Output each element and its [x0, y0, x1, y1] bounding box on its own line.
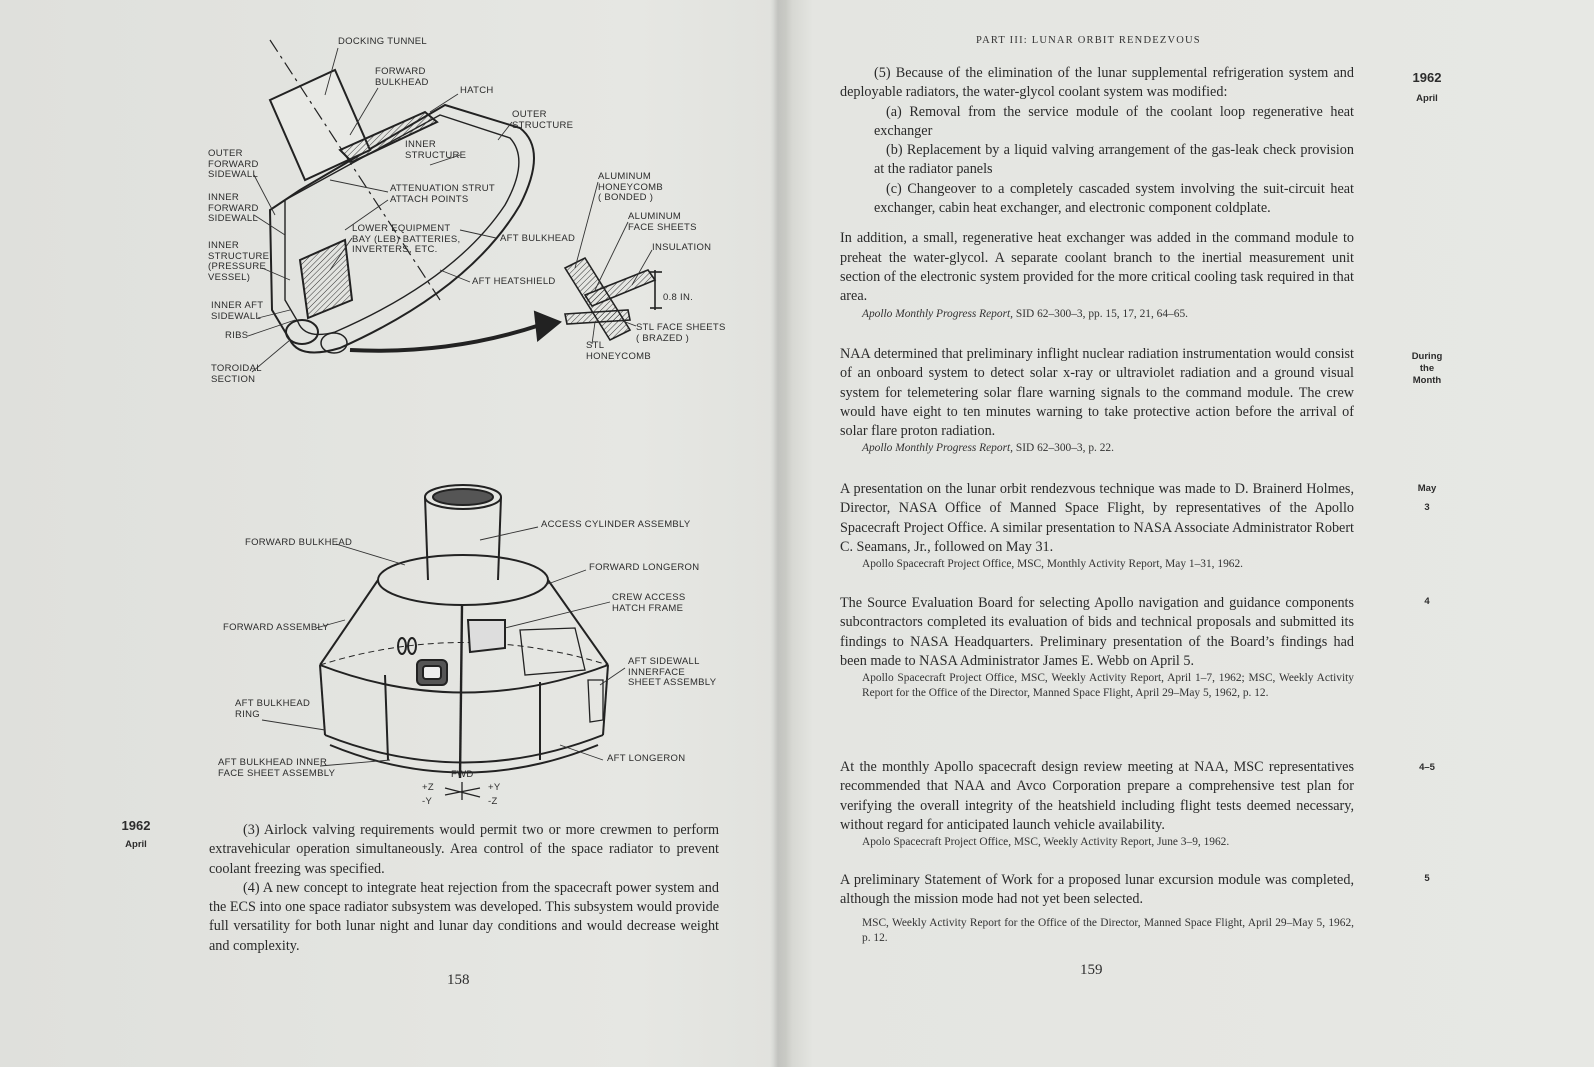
label-aft-bulkhead-inner-face: AFT BULKHEAD INNER FACE SHEET ASSEMBLY	[218, 757, 336, 779]
label-stl-face-sheets: STL FACE SHEETS ( BRAZED )	[636, 322, 726, 344]
margin-day-4-5: 4–5	[1419, 762, 1435, 773]
label-outer-forward-sidewall: OUTER FORWARD SIDEWALL	[208, 148, 259, 180]
label-leb: LOWER EQUIPMENT BAY (LEB) BATTERIES, INVERTERS, ETC.	[352, 223, 461, 255]
right-page	[784, 0, 1594, 1067]
label-aft-longeron: AFT LONGERON	[607, 753, 686, 764]
entry1-item-a: (a) Removal from the service module of the coolant loop regenerative heat exchanger	[874, 103, 1354, 139]
entry2-citation-rest: SID 62–300–3, p. 22.	[1013, 442, 1114, 455]
label-inner-structure-pressure-vessel: INNER STRUCTURE (PRESSURE VESSEL)	[208, 240, 270, 283]
entry1-item-b: (b) Replacement by a liquid valving arrangement of the gas-leak check provision at the radiator panels	[874, 142, 1354, 178]
label-inner-structure: INNER STRUCTURE	[405, 139, 467, 161]
label-dimension: 0.8 IN.	[663, 292, 694, 303]
entry1-citation-title: Apollo Monthly Progress Report,	[862, 307, 1014, 320]
label-hatch: HATCH	[460, 85, 494, 96]
label-insulation: INSULATION	[652, 242, 712, 253]
entry6-text: A preliminary Statement of Work for a proposed lunar excursion module was completed, although the mission mode had not yet been selected.	[840, 872, 1354, 908]
margin-day-5: 5	[1424, 873, 1430, 884]
label-toroidal-section: TOROIDAL SECTION	[211, 363, 262, 385]
inner-structure-assembly-diagram	[0, 470, 780, 815]
label-outer-structure: OUTER STRUCTURE	[512, 109, 574, 131]
margin-may: May	[1417, 483, 1437, 494]
page-number-left: 158	[447, 972, 470, 988]
label-aft-bulkhead-ring: AFT BULKHEAD RING	[235, 698, 311, 720]
label-axis-plus-z: +Z	[422, 782, 434, 793]
label-aft-sidewall-innerface: AFT SIDEWALL INNERFACE SHEET ASSEMBLY	[628, 656, 717, 688]
entry-lor-presentation	[840, 480, 1354, 572]
entry4-text: The Source Evaluation Board for selecting Apollo navigation and guidance components subcontractors completed its evaluation of bids and technical proposals and submitted its findings to NASA Headquarters. Preliminary presentation of the Board’s findings had been made to NASA Administrator James E. Webb on April 5.	[840, 595, 1354, 669]
label-forward-assembly: FORWARD ASSEMBLY	[223, 622, 329, 633]
entry-source-evaluation-board	[840, 594, 1354, 701]
label-forward-longeron: FORWARD LONGERON	[589, 562, 700, 573]
margin-date-left	[112, 818, 160, 851]
label-axis-minus-z: -Z	[488, 796, 498, 807]
paragraph-4: (4) A new concept to integrate heat rejection from the spacecraft power system and the ECS into one space radiator subsystem was developed. This subsystem would provide full versatility for both lunar night and lunar day conditions and would decrease weight and complexity.	[209, 879, 720, 954]
label-attenuation-strut: ATTENUATION STRUT ATTACH POINTS	[390, 183, 496, 205]
margin-year: 1962	[121, 818, 151, 833]
label-axis-minus-y: -Y	[422, 796, 433, 807]
entry-lem-statement-of-work	[840, 871, 1354, 946]
margin-during-month: During the Month	[1411, 351, 1443, 386]
running-head: PART III: LUNAR ORBIT RENDEZVOUS	[976, 35, 1201, 46]
margin-date-april	[1402, 70, 1452, 105]
cross-section-drawing	[0, 0, 780, 420]
label-inner-aft-sidewall: INNER AFT SIDEWALL	[211, 300, 264, 322]
margin-day-4: 4	[1424, 596, 1430, 607]
label-inner-forward-sidewall: INNER FORWARD SIDEWALL	[208, 192, 259, 224]
label-docking-tunnel: DOCKING TUNNEL	[338, 36, 428, 47]
entry5-citation: Apolo Spacecraft Project Office, MSC, Weekly Activity Report, June 3–9, 1962.	[862, 836, 1230, 849]
label-forward-bulkhead-2: FORWARD BULKHEAD	[245, 537, 353, 548]
label-axis-plus-y: +Y	[488, 782, 501, 793]
entry3-text: A presentation on the lunar orbit rendezvous technique was made to D. Brainerd Holmes, Director, NASA Office of Manned Space Flight, by representatives of the Apollo Spacecraft Project Office. A similar presentation to NASA Associate Administrator Robert C. Seamans, Jr., followed on May 31.	[840, 481, 1354, 555]
margin-day-3: 3	[1424, 502, 1430, 513]
entry2-text: NAA determined that preliminary inflight nuclear radiation instrumentation would consist of an onboard system to detect solar x-ray or ultraviolet radiation and a ground visual system for telemetering solar flare warning signals to the command module. The crew would have eight to ten minutes warning to take protective action before the arrival of solar flare proton radiation.	[840, 346, 1354, 440]
entry1-citation-rest: SID 62–300–3, pp. 15, 17, 21, 64–65.	[1013, 307, 1188, 320]
entry5-text: At the monthly Apollo spacecraft design review meeting at NAA, MSC representatives recommended that NAA and Avco Corporation prepare a comprehensive test plan for verifying the overall integrity of the heatshield including flight tests deemed necessary, without regard for anticipated launch vehicle availability.	[840, 759, 1354, 833]
entry1-item-c: (c) Changeover to a completely cascaded system involving the suit-circuit heat exchanger, cabin heat exchanger, and electronic component coldplate.	[874, 180, 1354, 217]
entry-design-review	[840, 758, 1354, 850]
margin-year-right: 1962	[1412, 70, 1442, 85]
label-crew-access-hatch-frame: CREW ACCESS HATCH FRAME	[612, 592, 686, 614]
page-number-right: 159	[1080, 962, 1103, 978]
entry3-citation: Apollo Spacecraft Project Office, MSC, Monthly Activity Report, May 1–31, 1962.	[862, 558, 1244, 571]
entry1-addition: In addition, a small, regenerative heat exchanger was added in the command module to preheat the water-glycol. A separate coolant branch to the inertial measurement unit section of the electronic system provided for the more critical cooling task required in that area.	[840, 230, 1354, 305]
margin-month: April	[125, 839, 147, 850]
entry-coolant-system	[840, 64, 1354, 322]
entry4-citation: Apollo Spacecraft Project Office, MSC, Weekly Activity Report, April 1–7, 1962; MSC, Weekly Activity Report for the Office of the Director, Manned Space Flight, April 29–May 5, 1962, p. 12.	[862, 672, 1354, 700]
label-aft-bulkhead: AFT BULKHEAD	[500, 233, 576, 244]
label-aft-heatshield: AFT HEATSHIELD	[472, 276, 556, 287]
entry2-citation-title: Apollo Monthly Progress Report,	[862, 442, 1014, 455]
label-forward-bulkhead: FORWARD BULKHEAD	[375, 66, 429, 88]
paragraph-3: (3) Airlock valving requirements would permit two or more crewmen to perform extravehicular operation simultaneously. Area control of the space radiator to prevent coolant freezing was specified.	[209, 822, 719, 877]
left-page	[0, 0, 780, 1067]
entry-radiation-instrumentation	[840, 345, 1354, 456]
entry6-citation: MSC, Weekly Activity Report for the Office of the Director, Manned Space Flight, April 29–May 5, 1962, p. 12.	[862, 916, 1354, 944]
label-aluminum-face-sheets: ALUMINUM FACE SHEETS	[628, 211, 697, 233]
label-stl-honeycomb: STL HONEYCOMB	[586, 340, 651, 362]
label-axis-fwd: FWD	[451, 769, 474, 780]
entry1-citation	[840, 307, 1354, 322]
entry1-intro: (5) Because of the elimination of the lunar supplemental refrigeration system and deployable radiators, the water-glycol coolant system was modified:	[840, 65, 1354, 101]
margin-month-april: April	[1416, 93, 1438, 104]
label-ribs: RIBS	[225, 330, 249, 341]
label-access-cylinder: ACCESS CYLINDER ASSEMBLY	[541, 519, 691, 530]
heatshield-cross-section-diagram	[0, 0, 780, 420]
entry2-citation	[840, 441, 1354, 456]
left-body-text	[209, 821, 719, 956]
label-aluminum-honeycomb: ALUMINUM HONEYCOMB ( BONDED )	[598, 171, 663, 203]
